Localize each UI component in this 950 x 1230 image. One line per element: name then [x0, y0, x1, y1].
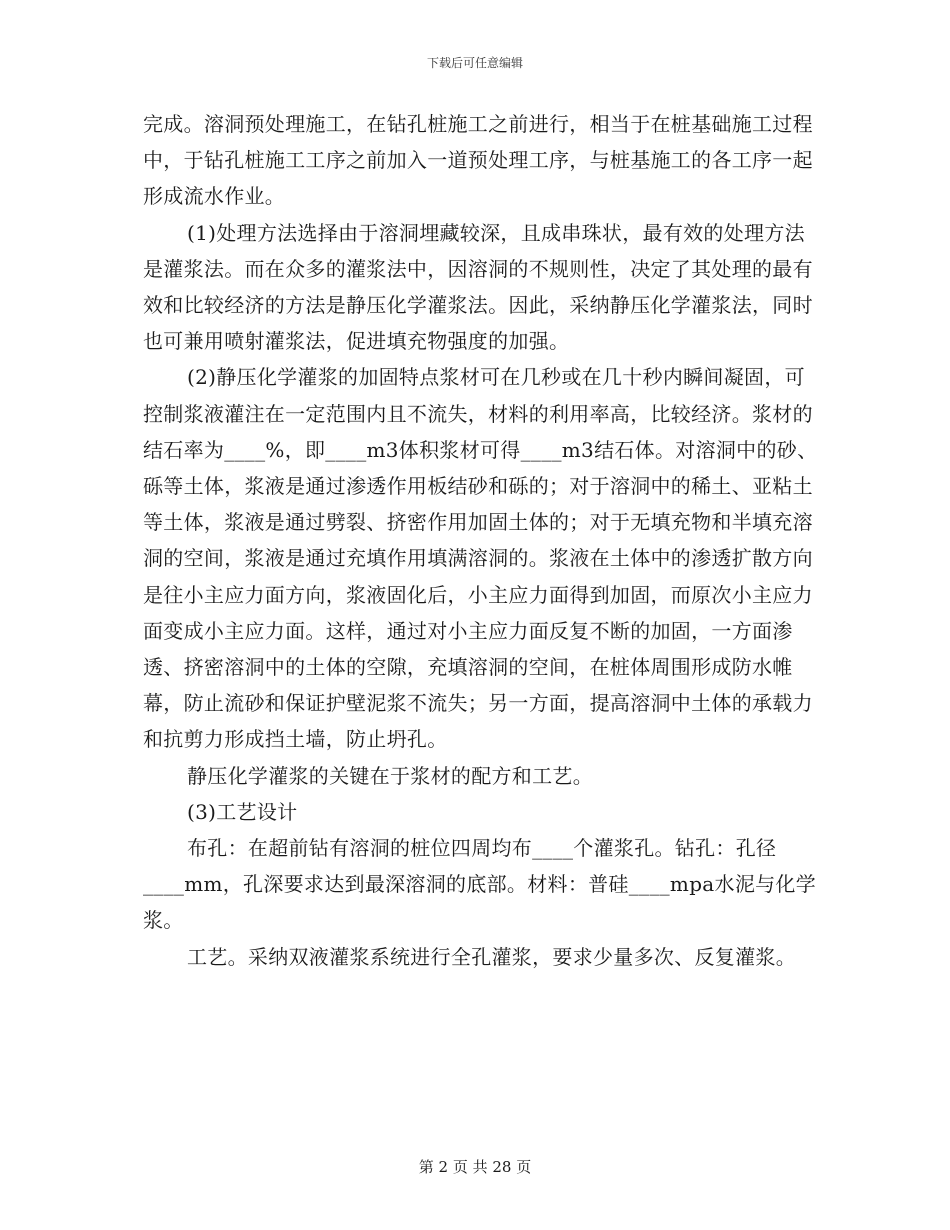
paragraph-grouting-features: (2)静压化学灌浆的加固特点浆材可在几秒或在几十秒内瞬间凝固，可控制浆液灌注在一定范围内且不流失，材料的利用率高，比较经济。浆材的结石率为____%，即____m3体积浆材可得____m3结石体。对溶洞中的砂、砾等土体，浆液是通过渗透作用板结砂和砾的；对于溶洞中的稀土、亚粘土等土体，浆液是通过劈裂、挤密作用加固土体的；对于无填充物和半填充溶洞的空间，浆液是通过充填作用填满溶洞的。浆液在土体中的渗透扩散方向是往小主应力面方向，浆液固化后，小主应力面得到加固，而原次小主应力面变成小主应力面。这样，通过对小主应力面反复不断的加固，一方面渗透、挤密溶洞中的土体的空隙，充填溶洞的空间，在桩体周围形成防水帷幕，防止流砂和保证护壁泥浆不流失；另一方面，提高溶洞中土体的承载力和抗剪力形成挡土墙，防止坍孔。: [143, 365, 818, 752]
paragraph-continuation: 完成。溶洞预处理施工，在钻孔桩施工之前进行，相当于在桩基础施工过程中，于钻孔桩施工工序之前加入一道预处理工序，与桩基施工的各工序一起形成流水作业。: [143, 112, 813, 209]
paragraph-hole-layout: 布孔：在超前钻有溶洞的桩位四周均布____个灌浆孔。钻孔：孔径____mm，孔深要求达到最深溶洞的底部。材料：普硅____mpa水泥与化学浆。: [143, 836, 817, 933]
page-header: 下载后可任意编辑: [426, 56, 523, 70]
page-footer: 第 2 页 共 28 页: [418, 1158, 532, 1176]
paragraph-grouting-key: 静压化学灌浆的关键在于浆材的配方和工艺。: [187, 763, 593, 788]
paragraph-process: 工艺。采纳双液灌浆系统进行全孔灌浆，要求少量多次、反复灌浆。: [187, 944, 796, 969]
document-body: [143, 106, 823, 975]
paragraph-process-design-heading: (3)工艺设计: [187, 799, 298, 824]
paragraph-treatment-method: (1)处理方法选择由于溶洞埋藏较深，且成串珠状，最有效的处理方法是灌浆法。而在众多的灌浆法中，因溶洞的不规则性，决定了其处理的最有效和比较经济的方法是静压化学灌浆法。因此，采纳静压化学灌浆法，同时也可兼用喷射灌浆法，促进填充物强度的加强。: [143, 220, 813, 354]
